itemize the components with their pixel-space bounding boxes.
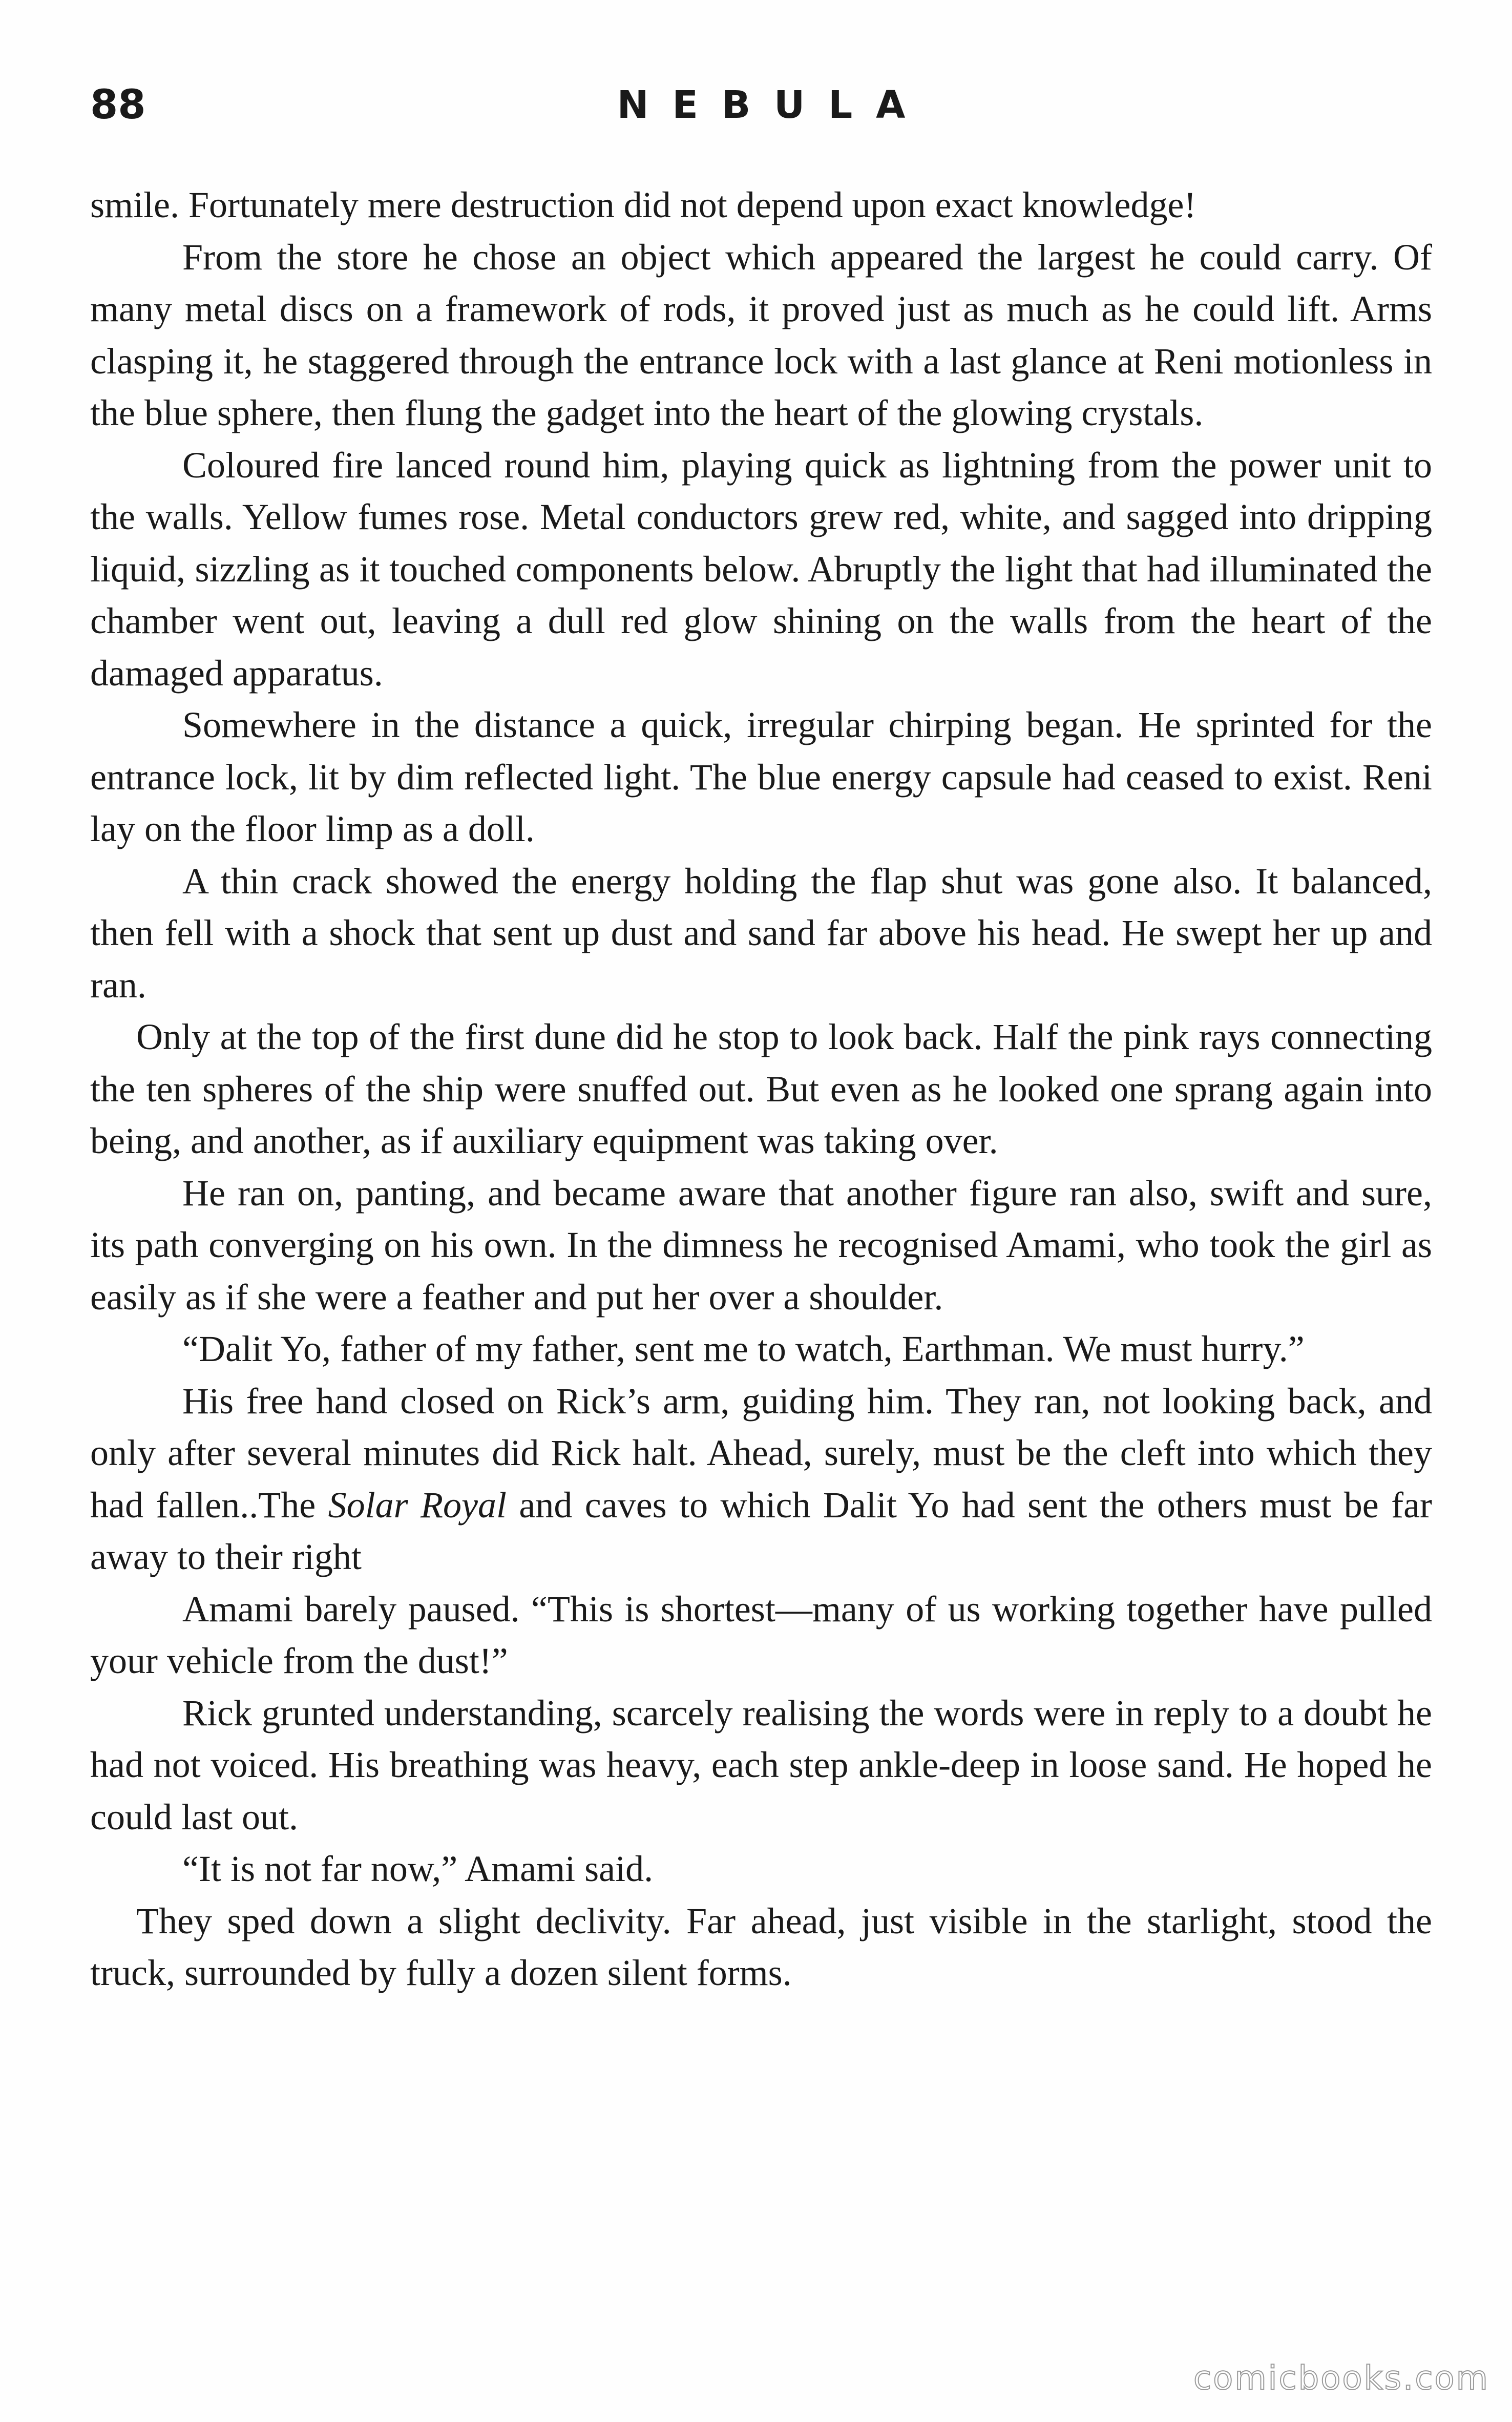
paragraph: Somewhere in the distance a quick, irregular chirping began. He sprinted for the entrance lock, lit by dim reflected light. The blue energy capsule had ceased to exist. Reni lay on the floor limp as a doll.	[90, 704, 1432, 849]
page-number: 88	[90, 82, 146, 128]
page-header	[90, 77, 1432, 133]
paragraph: “It is not far now,” Amami said.	[182, 1848, 654, 1889]
paragraph: Rick grunted understanding, scarcely realising the words were in reply to a doubt he had not voiced. His breathing was heavy, each step ankle-deep in loose sand. He hoped he could last out.	[90, 1692, 1432, 1838]
paragraph: Only at the top of the first dune did he stop to look back. Half the pink rays connecting the ten spheres of the ship were snuffed out. But even as he looked one sprang again into being, and another, as if auxiliary equipment was taking over.	[90, 1016, 1432, 1161]
paragraph: “Dalit Yo, father of my father, sent me to watch, Earthman. We must hurry.”	[182, 1328, 1305, 1369]
body-text	[90, 179, 1432, 1999]
paragraph: They sped down a slight declivity. Far ahead, just visible in the starlight, stood the truck, surrounded by fully a dozen silent forms.	[90, 1900, 1432, 1993]
paragraph: Coloured fire lanced round him, playing quick as lightning from the power unit to the walls. Yellow fumes rose. Metal conductors grew red, white, and sagged into dripping liquid, sizzling as it touched components below. Abruptly the light that had illuminated the chamber went out, leaving a dull red glow shining on the walls from the heart of the damaged apparatus.	[90, 444, 1432, 694]
watermark: comicbooks.com	[1193, 2360, 1489, 2397]
paragraph: He ran on, panting, and became aware that another figure ran also, swift and sure, its path converging on his own. In the dimness he recognised Amami, who took the girl as easily as if she were a feather and put her over a shoulder.	[90, 1172, 1432, 1318]
paragraph: A thin crack showed the energy holding the flap shut was gone also. It balanced, then fell with a shock that sent up dust and sand far above his head. He swept her up and ran.	[90, 860, 1432, 1006]
paragraph: From the store he chose an object which appeared the largest he could carry. Of many metal discs on a framework of rods, it proved just as much as he could lift. Arms clasping it, he staggered through the entrance lock with a last glance at Reni motionless in the blue sphere, then flung the gadget into the heart of the glowing crystals.	[90, 236, 1432, 433]
paragraph: smile. Fortunately mere destruction did not depend upon exact knowledge!	[90, 184, 1196, 225]
paragraph: Amami barely paused. “This is shortest—many of us working together have pulled your vehicle from the dust!”	[90, 1588, 1432, 1681]
paragraph-text: and caves to which Dalit Yo had sent the others must be far away to their right	[90, 1484, 1433, 1577]
paragraph	[90, 1375, 1432, 1583]
paragraph-text: His free hand closed on Rick’s arm, guiding him. They ran, not looking back, and only after several minutes did Rick halt. Ahead, surely, must be the cleft into which they had fallen..The	[90, 1380, 1432, 1526]
running-title: NEBULA	[617, 83, 929, 127]
ship-name-italic: Solar Royal	[328, 1484, 507, 1526]
